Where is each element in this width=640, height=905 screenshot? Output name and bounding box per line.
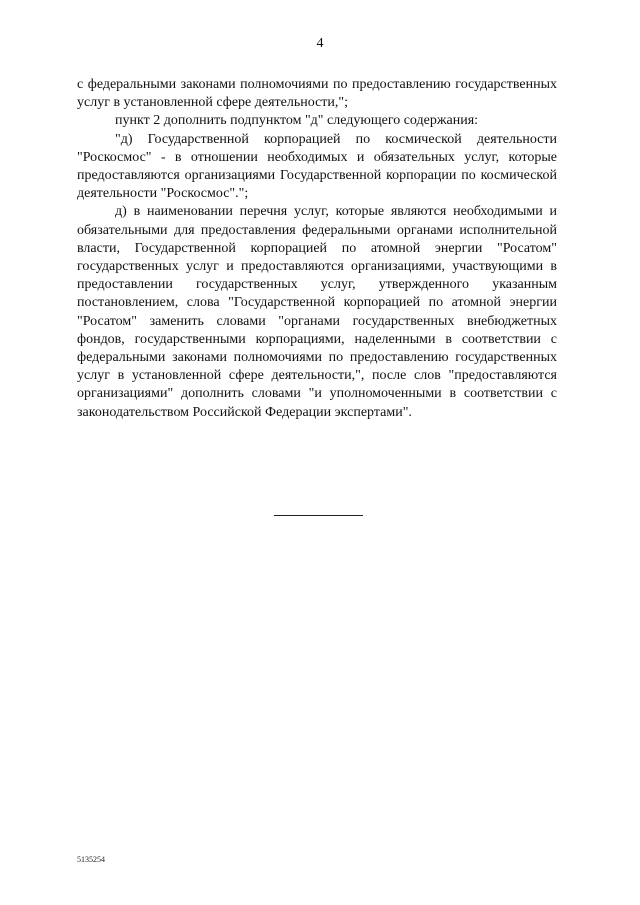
paragraph-point-2: пункт 2 дополнить подпунктом "д" следующего содержания:	[115, 113, 479, 129]
paragraph-subpoint-d: д) в наименовании перечня услуг, которые являются необходимыми и обязательными для предоставления федеральными органами исполнительной власти, Государственной корпорацией по атомной энергии "Росатом" государственных услуг и предоставляются организациями, участвующими в предоставлении государственных услуг, утвержденного указанным постановлением, слова "Государственной корпорацией по атомной энергии "Росатом" заменить словами "органами государственных внебюджетных фондов, государственными корпорациями, наделенными в соответствии с федеральными законами полномочиями по предоставлению государственных услуг в установленной сфере деятельности,", после слов "предоставляются организациями" дополнить словами "и уполномоченными в соответствии с законодательством Российской Федерации экспертами".	[77, 204, 557, 420]
separator-line	[274, 515, 363, 516]
paragraph-continuation: с федеральными законами полномочиями по предоставлению государственных услуг в установленной сфере деятельности,";	[77, 77, 557, 111]
paragraph-subpoint-d-quote: "д) Государственной корпорацией по космической деятельности "Роскосмос" - в отношении необходимых и обязательных услуг, которые предоставляются организациями Государственной корпорации по космической деятельности "Роскосмос".";	[77, 131, 557, 202]
page-number: 4	[316, 36, 324, 51]
document-code: 5135254	[77, 855, 105, 864]
document-body	[77, 76, 557, 422]
